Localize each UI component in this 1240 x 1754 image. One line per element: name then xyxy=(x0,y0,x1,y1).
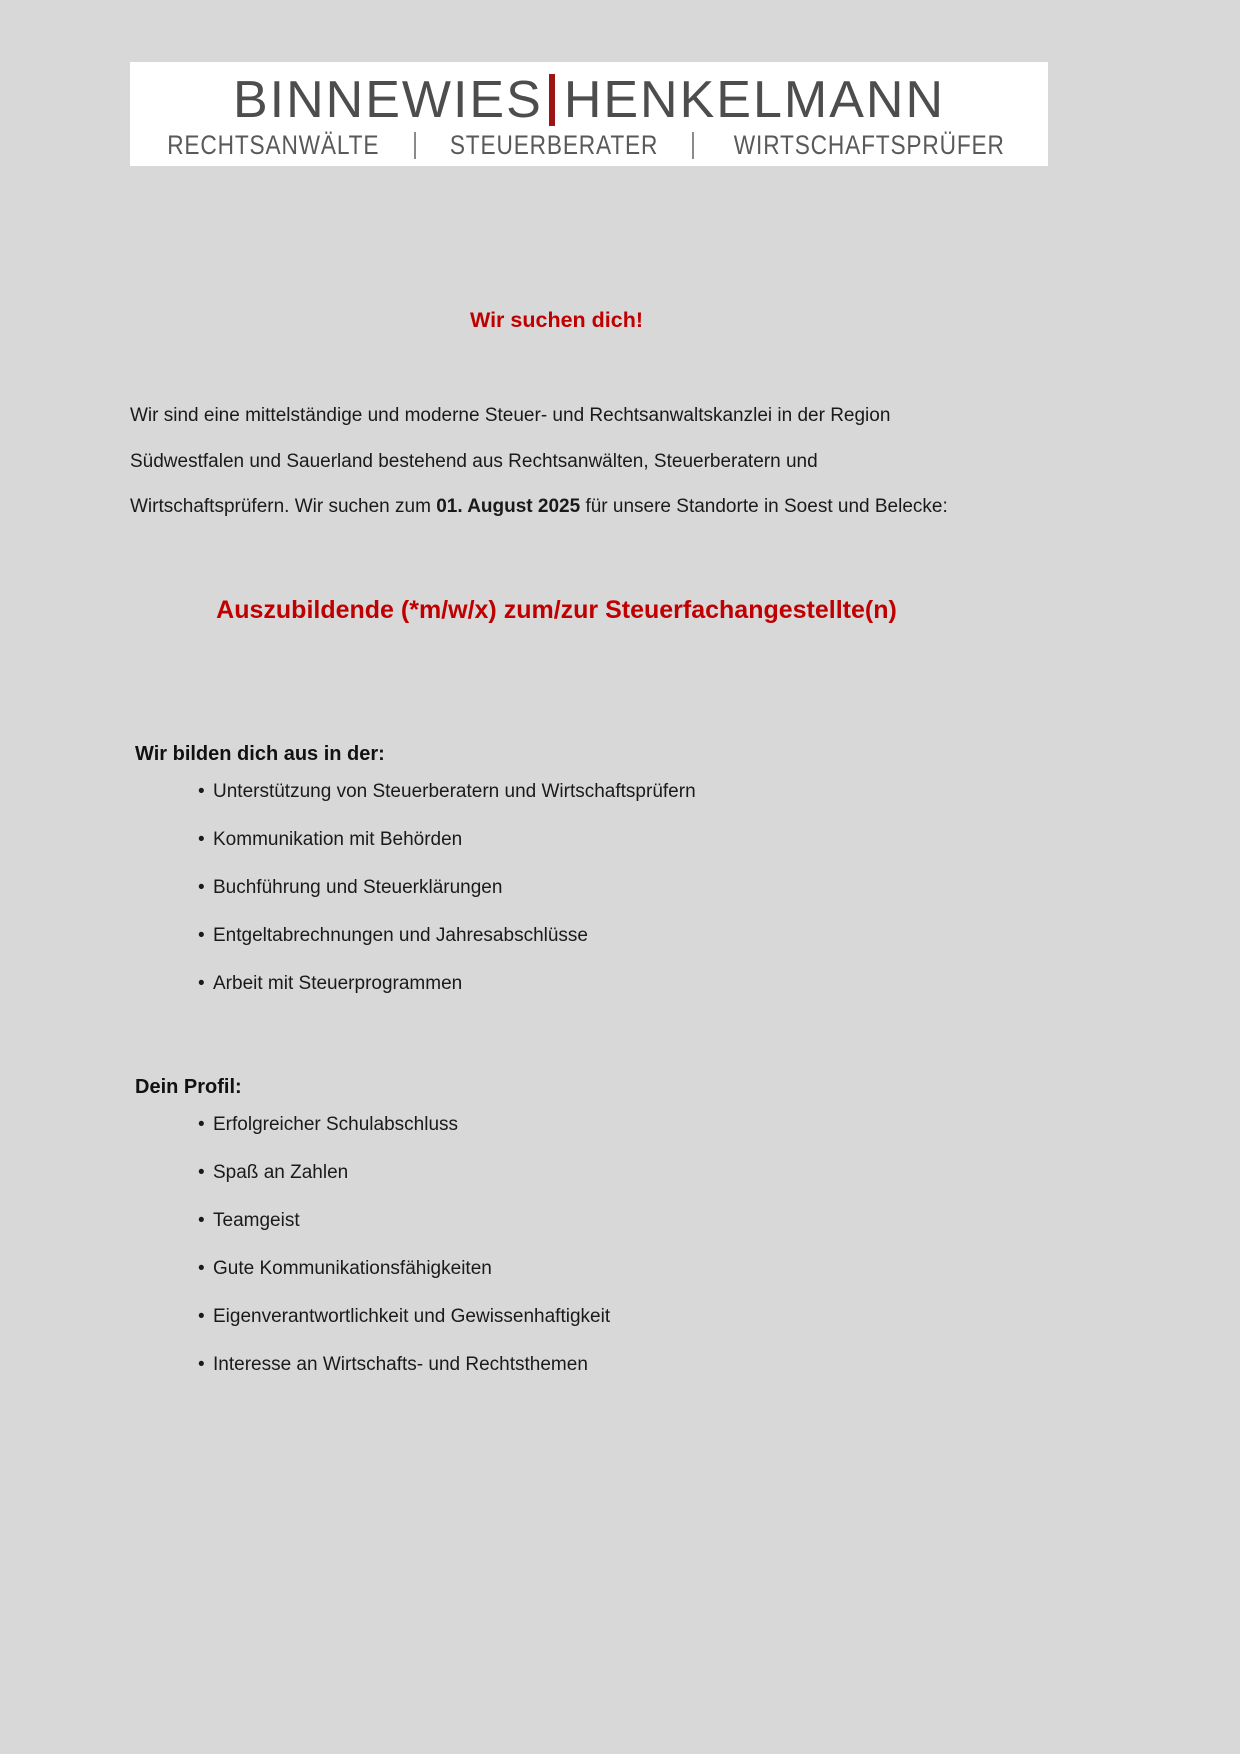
company-logo xyxy=(130,62,1048,166)
document-body xyxy=(130,280,983,1403)
bullet-icon: • xyxy=(198,972,205,994)
intro-line-3-suffix: für unsere Standorte in Soest und Belecke: xyxy=(580,496,948,518)
logo-subtitle-item-2: WIRTSCHAFTSPRÜFER xyxy=(733,129,1005,160)
list-item xyxy=(198,1355,983,1374)
bullet-icon: • xyxy=(198,1353,205,1375)
logo-subtitle-item-1: STEUERBERATER xyxy=(449,129,659,160)
intro-paragraph xyxy=(130,333,983,530)
logo-subtitle-separator xyxy=(692,132,694,159)
bullet-icon: • xyxy=(198,1161,205,1183)
intro-line-3-prefix: Wirtschaftsprüfern. Wir suchen zum xyxy=(130,496,437,518)
bullet-icon: • xyxy=(198,1257,205,1279)
bullet-icon: • xyxy=(198,1209,205,1231)
list-item xyxy=(198,1307,983,1326)
list-item-label: Eigenverantwortlichkeit und Gewissenhaftigkeit xyxy=(213,1305,611,1327)
list-item-label: Buchführung und Steuerklärungen xyxy=(213,876,503,898)
bullet-icon: • xyxy=(198,876,205,898)
page-headline: Wir suchen dich! xyxy=(469,308,644,332)
list-item-label: Interesse an Wirtschafts- und Rechtsthemen xyxy=(213,1353,588,1375)
job-title: Auszubildende (*m/w/x) zum/zur Steuerfachangestellte(n) xyxy=(216,595,897,624)
list-item-label: Kommunikation mit Behörden xyxy=(213,828,463,850)
list-item-label: Spaß an Zahlen xyxy=(213,1161,349,1183)
list-item xyxy=(198,878,983,897)
intro-line-1: Wir sind eine mittelständige und moderne Steuer- und Rechtsanwaltskanzlei in der Region xyxy=(130,405,891,426)
logo-subtitle xyxy=(130,128,1048,162)
section-heading-profile: Dein Profil: xyxy=(135,1075,242,1098)
intro-line-3 xyxy=(130,496,948,517)
list-item-label: Arbeit mit Steuerprogrammen xyxy=(213,972,463,994)
profile-list xyxy=(130,1099,983,1374)
list-item-label: Teamgeist xyxy=(213,1209,300,1231)
list-item xyxy=(198,926,983,945)
list-item-label: Erfolgreicher Schulabschluss xyxy=(213,1113,459,1135)
list-item xyxy=(198,1211,983,1230)
training-list xyxy=(130,766,983,993)
bullet-icon: • xyxy=(198,1113,205,1135)
logo-name-left: BINNEWIES xyxy=(232,71,543,129)
bullet-icon: • xyxy=(198,780,205,802)
list-item xyxy=(198,782,983,801)
logo-red-divider xyxy=(549,74,555,126)
bullet-icon: • xyxy=(198,828,205,850)
section-heading-training: Wir bilden dich aus in der: xyxy=(135,742,385,765)
list-item xyxy=(198,1259,983,1278)
list-item-label: Gute Kommunikationsfähigkeiten xyxy=(213,1257,492,1279)
intro-line-2: Südwestfalen und Sauerland bestehend aus Rechtsanwälten, Steuerberatern und xyxy=(130,450,818,472)
bullet-icon: • xyxy=(198,1305,205,1327)
logo-subtitle-item-0: RECHTSANWÄLTE xyxy=(167,129,380,160)
list-item xyxy=(198,1115,983,1134)
list-item xyxy=(198,1163,983,1182)
bullet-icon: • xyxy=(198,924,205,946)
list-item xyxy=(198,830,983,849)
list-item xyxy=(198,974,983,993)
logo-name-right: HENKELMANN xyxy=(563,71,945,129)
logo-wordmark xyxy=(130,68,1048,129)
logo-subtitle-separator xyxy=(414,132,416,159)
list-item-label: Entgeltabrechnungen und Jahresabschlüsse xyxy=(213,924,588,946)
list-item-label: Unterstützung von Steuerberatern und Wirtschaftsprüfern xyxy=(213,780,696,802)
start-date: 01. August 2025 xyxy=(436,496,581,518)
